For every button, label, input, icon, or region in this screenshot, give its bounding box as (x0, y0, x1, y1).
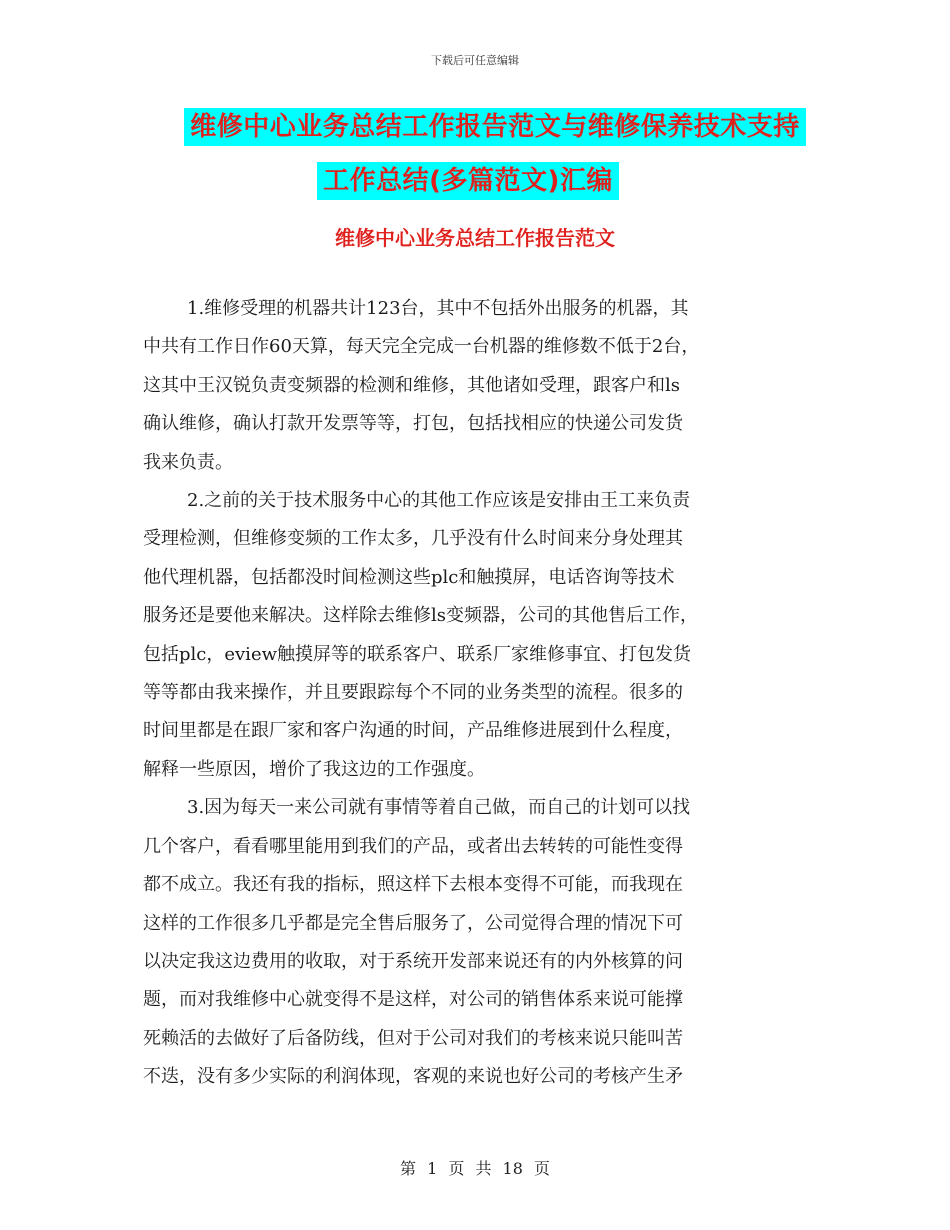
text-line: 时间里都是在跟厂家和客户沟通的时间，产品维修进展到什么程度， (143, 720, 683, 742)
text-line: 解释一些原因，增价了我这边的工作强度。 (143, 758, 485, 780)
text-line: 这样的工作很多几乎都是完全售后服务了，公司觉得合理的情况下可 (143, 912, 683, 934)
text-line: 题，而对我维修中心就变得不是这样，对公司的销售体系来说可能撑 (143, 989, 683, 1011)
document-body (143, 290, 813, 1097)
text-line: 死赖活的去做好了后备防线，但对于公司对我们的考核来说只能叫苦 (143, 1027, 683, 1049)
text-line: 我来负责。 (143, 451, 233, 473)
text-line: 中共有工作日作60天算，每天完全完成一台机器的维修数不低于2台， (143, 336, 700, 358)
text-line: 1.维修受理的机器共计123台，其中不包括外出服务的机器，其 (187, 298, 689, 319)
paragraph-1 (143, 290, 813, 482)
paragraph-3 (143, 789, 813, 1096)
text-line: 都不成立。我还有我的指标，照这样下去根本变得不可能，而我现在 (143, 874, 683, 896)
text-line: 几个客户，看看哪里能用到我们的产品，或者出去转转的可能性变得 (143, 835, 683, 857)
paragraph-2 (143, 482, 813, 789)
text-line: 他代理机器，包括都没时间检测这些plc和触摸屏，电话咨询等技术 (143, 566, 675, 588)
document-title (0, 108, 950, 200)
text-line: 包括plc，eview触摸屏等的联系客户、联系厂家维修事宜、打包发货 (143, 643, 691, 665)
text-line: 受理检测，但维修变频的工作太多，几乎没有什么时间来分身处理其 (143, 528, 683, 550)
page-number-footer: 第 1 页 共 18 页 (400, 1159, 550, 1178)
text-line: 确认维修，确认打款开发票等等，打包，包括找相应的快递公司发货 (143, 413, 683, 435)
text-line: 等等都由我来操作，并且要跟踪每个不同的业务类型的流程。很多的 (143, 682, 683, 704)
text-line: 以决定我这边费用的收取，对于系统开发部来说还有的内外核算的问 (143, 950, 683, 972)
section-title: 维修中心业务总结工作报告范文 (335, 226, 615, 250)
text-line: 这其中王汉锐负责变频器的检测和维修，其他诸如受理，跟客户和ls (143, 374, 680, 396)
title-line-1: 维修中心业务总结工作报告范文与维修保养技术支持 (184, 108, 806, 146)
text-line: 服务还是要他来解决。这样除去维修ls变频器，公司的其他售后工作， (143, 605, 698, 627)
text-line: 2.之前的关于技术服务中心的其他工作应该是安排由王工来负责 (187, 490, 691, 512)
header-note: 下载后可任意编辑 (431, 54, 519, 67)
title-line-2: 工作总结(多篇范文)汇编 (317, 162, 619, 200)
text-line: 3.因为每天一来公司就有事情等着自己做，而自己的计划可以找 (187, 797, 691, 819)
text-line: 不迭，没有多少实际的利润体现，客观的来说也好公司的考核产生矛 (143, 1066, 683, 1088)
